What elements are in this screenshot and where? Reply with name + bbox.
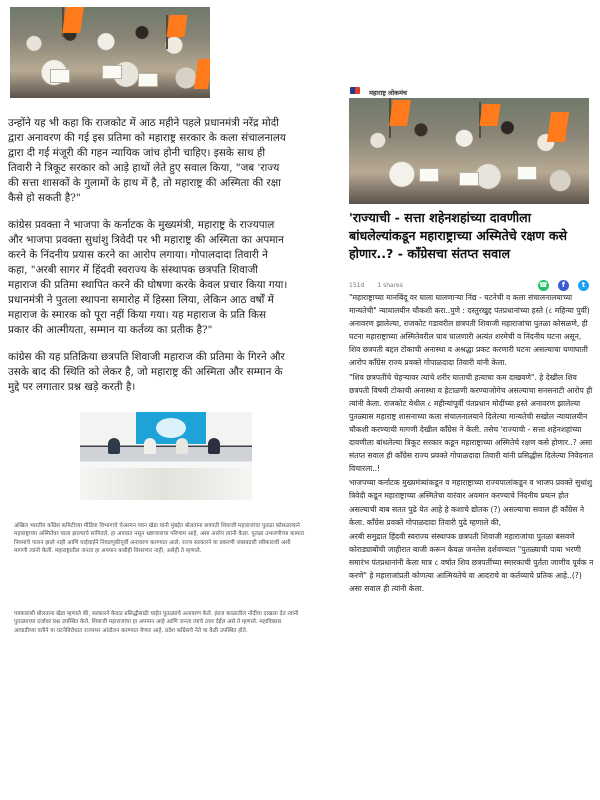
saffron-flag xyxy=(166,15,187,37)
person xyxy=(176,438,188,454)
marathi-caption-block xyxy=(14,610,304,635)
hindi-paragraph: कांग्रेस प्रवक्ता ने भाजपा के कर्नाटक के मुख्यमंत्री, महाराष्ट्र के राज्यपाल और भाजपा प्रवक्ता सुधांशु त्रिवेदी पर भी महाराष्ट्र की अस्मिता का अपमान करने के निंदनीय प्रयास करने का आरोप लगाया। गोपालदादा तिवारी ने कहा, "अरबी सागर में हिंदवी स्वराज्य के संस्थापक छत्रपति शिवाजी महाराज की प्रतिमा स्थापित करने की घोषणा करके केवल प्रचार किया गया। प्रधानमंत्री ने पुतला स्थापना समारोह में हिस्सा लिया, लेकिन आठ वर्षों में महाराज के स्मारक को पूरा नहीं किया गया। यह महाराज के प्रति किस प्रकार की आत्मीयता, सम्मान या कर्तव्य का प्रतीक है?" xyxy=(8,219,288,336)
article-age: 151d xyxy=(349,282,365,289)
article-photo xyxy=(349,98,589,204)
placard xyxy=(50,69,70,83)
placard xyxy=(102,65,122,79)
placard xyxy=(138,73,158,87)
news-source-header xyxy=(350,80,590,99)
facebook-share-icon[interactable]: f xyxy=(558,280,569,291)
article-paragraph: "शिव छत्रपतींचे चेहऱ्यावर त्यांचे शरीर घाताची हत्याचा कम दाखवणे". हे देखील शिव छत्रपती विषयी टोकाची अनास्था व हेटाळणी करण्याजोगेच असल्याचा सनसनाटी आरोप ही त्यांनी केला. राजकोट येथील ८ महीन्यांपूर्वी पंतप्रधान मोदींच्या हस्ते अनावरण झालेल्या पुतळ्यास महाराष्ट्र शासनाच्या कला संचालनालयाने दिलेल्या मान्यतेची सखोल न्यायालयीन चौकशी करण्याची मागणी देखील काँग्रेस ने केली. तसेच 'राज्याची - सत्ता शहेनशहांच्या दावणीला बांधलेल्या त्रिकूट सरकार कडून महाराष्ट्राच्या अस्मितेचे रक्षण कसे होणार..? असा संतप्त सवाल ही काँग्रेस राज्य प्रवक्ते गोपाळदादा तिवारी यांनी प्रसिद्धीस दिलेल्या निवेदनात विचारला..! xyxy=(349,372,594,474)
saffron-flag xyxy=(479,104,500,126)
hindi-article xyxy=(8,116,290,395)
saffron-flag xyxy=(389,100,411,126)
saffron-flag xyxy=(547,112,569,142)
brand-name: महाराष्ट्र लोकमंच xyxy=(369,89,407,97)
whatsapp-share-icon[interactable]: ☎ xyxy=(538,281,548,289)
audience xyxy=(80,468,252,500)
press-conference-photo xyxy=(80,412,252,500)
article-headline: 'राज्याची - सत्ता शहेनशहांच्या दावणीला बांधलेल्यांकडून महाराष्ट्राच्या अस्मितेचे रक्षण कसे होणार..? - काँग्रेसचा संतप्त सवाल xyxy=(349,210,568,261)
placard xyxy=(419,168,439,182)
article-meta-bar xyxy=(349,272,589,289)
protest-photo xyxy=(10,7,210,98)
marathi-article-body xyxy=(349,291,595,595)
marathi-paragraph: पत्रकारांशी बोलताना खेडा म्हणाले की, सरकारने केवळ प्रसिद्धीसाठी घाईत पुतळ्याचे अनावरण केले. इंग्रज काळातील नोंदींचा दाखला देत त्यांनी पुतळ्याच्या दर्जावर प्रश्न उपस्थित केले. शिवाजी महाराजांचा हा अपमान आहे आणि जनता त्याचे उत्तर देईल असे ते म्हणाले. महाविकास आघाडीच्या वतीने या घटनेविरोधात राज्यभर आंदोलन करण्यात येणार आहे. प्रदेश काँग्रेसचे नेते या वेळी उपस्थित होते. xyxy=(14,611,299,634)
share-buttons xyxy=(538,272,589,291)
hindi-paragraph: कांग्रेस की यह प्रतिक्रिया छत्रपति शिवाजी महाराज की प्रतिमा के गिरने और उसके बाद की स्थिति को लेकर है, जो महाराष्ट्र की अस्मिता और सम्मान के मुद्दे पर लगातार प्रश्न खड़े करती है। xyxy=(8,351,285,393)
article-paragraph: "महाराष्ट्राच्या मानबिंदू वर घाला घालणाऱ्या निंद्य - घटनेची व कला संचालनालयाच्या मान्यतेची" न्यायालयीन चौकशी करा..पुणे : दस्तुरखुद्द पंतप्रधानांच्या हस्ते (८ महिन्या पुर्वी) अनावरण झालेल्या, राजकोट गडावरील छत्रपती शिवाजी महाराजांचा पुतळा कोसळणे, ही घटना महाराष्ट्राच्या अस्मितेवरील घाव घालणारी अत्यंत शरमेची व निंदनीय घटना असून, शिव छत्रपती बद्दल टोकाची अनास्था व अश्रद्धा प्रकट करणारी घटना असल्याचा घणाघाती आरोप काँग्रेस राज्य प्रवक्ते गोपाळदादा तिवारी यांनी केला. xyxy=(349,293,590,368)
banner-logo xyxy=(156,418,186,438)
brand-logo xyxy=(350,87,360,94)
person xyxy=(208,438,220,454)
share-count: 1 shares xyxy=(377,282,403,289)
twitter-share-icon[interactable]: t xyxy=(578,280,589,291)
hindi-paragraph: उन्होंने यह भी कहा कि राजकोट में आठ महीने पहले प्रधानमंत्री नरेंद्र मोदी द्वारा अनावरण की गई इस प्रतिमा को महाराष्ट्र सरकार के कला संचालनालय द्वारा दी गई मंजूरी की गहन न्यायिक जांच होनी चाहिए। इसके साथ ही तिवारी ने त्रिकूट सरकार को आड़े हाथों लेते हुए सवाल किया, "जब 'राज्य की सत्ता शासकों के गुलामों के हाथ में है, तो महाराष्ट्र की अस्मिता की रक्षा कैसे हो सकती है?" xyxy=(8,117,286,204)
placard xyxy=(517,166,537,180)
person xyxy=(144,438,156,454)
saffron-flag xyxy=(194,59,210,89)
marathi-paragraph: अखिल भारतीय काँग्रेस कमिटीच्या मीडिया विभागाचे चेअरमन पवन खेडा यांनी मुंबईत बोलताना छत्रपती शिवाजी महाराजांचा पुतळा कोसळल्याने महाराष्ट्राच्या अस्मितेवर घाला झाल्याचे सांगितले. हा अपघात नसून भ्रष्टाचाराचा परिणाम आहे, असा आरोप त्यांनी केला. पुतळा उभारणीच्या कामात नियमांचे पालन झाले नाही आणि घाईघाईने निवडणुकीपूर्वी अनावरण करण्यात आले. राज्य सरकारने या प्रकरणी जबाबदारी स्वीकारावी अशी मागणी त्यांनी केली. महाराष्ट्रातील जनता हा अपमान कधीही विसरणार नाही, असेही ते म्हणाले. xyxy=(14,523,304,555)
saffron-flag xyxy=(62,7,84,33)
placard xyxy=(459,172,479,186)
person xyxy=(108,438,120,454)
article-paragraph: अरबी समुद्रात हिंदवी स्वराज्य संस्थापक छत्रपती शिवाजी महाराजांचा पुतळा बसवणे कोराड्याबोंची जाहीरात बाजी करून केवळ जनतेस दर्शवण्यात "पुतळ्याची पाया भरणी समारंभ पंतप्रधानांनी केला मात्र ८ वर्षात शिव छत्रपतींच्या स्मारकाची पुर्तता जाणीव पूर्वक न करणे" हे महाराजांप्रती कोणत्या आत्मियतेचे वा आदराचे वा कर्तव्याचे प्रतिक आहे..(?) असा सवाल ही त्यांनी केला. xyxy=(349,531,594,594)
article-paragraph: भाजपच्या कर्नाटक मुख्यमंत्र्यांकडून व महाराष्ट्राच्या राज्यपालांकडून व भाजप प्रवक्ते सुधांशु त्रिवेदी कडून महाराष्ट्राच्या अस्मितेचा वारंवार अवमान करण्याचे निंदनीय प्रयत्न होत असल्याची बाब सतत पुढे येत आहे हे कशाचे द्योतक (?) असल्याचा सवाल ही काँग्रेस ने केला. काँग्रेस प्रवक्ते गोपाळदादा तिवारी पुढे म्हणाले की, xyxy=(349,478,593,527)
marathi-caption-block xyxy=(14,522,304,556)
